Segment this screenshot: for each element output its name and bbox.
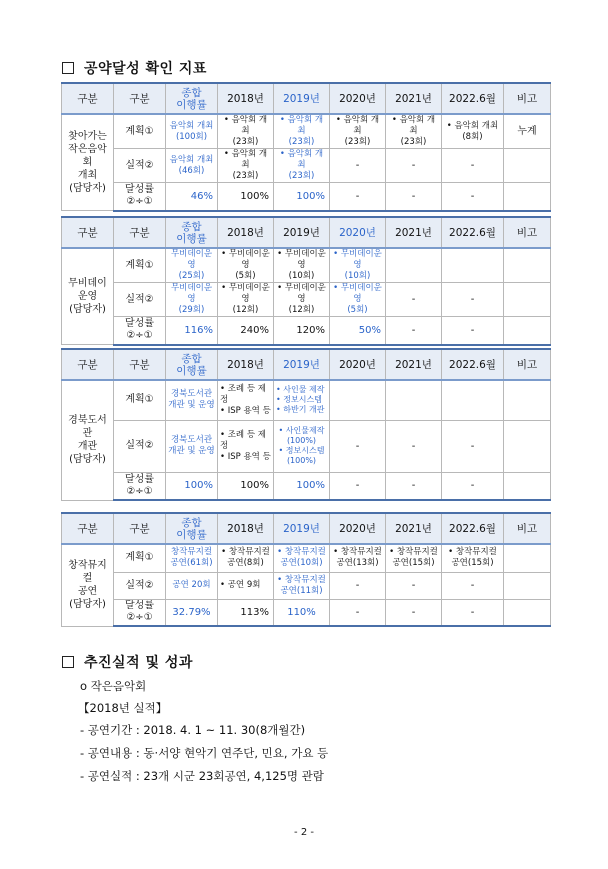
plan-2022: • 창작뮤지컬 공연(15회) (442, 544, 504, 572)
section-title-results: 추진실적 및 성과 (62, 652, 193, 672)
header-category: 구분 (62, 83, 114, 114)
overall-rate: 100% (166, 472, 218, 500)
actual-2020: - (330, 149, 386, 183)
plan-2020: • 무비데이운영 (10회) (330, 248, 386, 283)
plan-note (504, 380, 551, 420)
row-label-rate: 달성률 ②÷① (114, 599, 166, 626)
plan-2020: • 창작뮤지컬 공연(13회) (330, 544, 386, 572)
overall-actual: 경북도서관 개관 및 운영 (166, 420, 218, 472)
rate-2020: 50% (330, 317, 386, 345)
bullet-period: - 공연기간 : 2018. 4. 1 ~ 11. 30(8개월간) (80, 723, 306, 737)
header-2020: 2020년 (330, 349, 386, 380)
overall-plan: 경북도서관 개관 및 운영 (166, 380, 218, 420)
header-category: 구분 (62, 513, 114, 544)
square-bullet-icon (62, 656, 74, 668)
rate-2018: 113% (218, 599, 274, 626)
bullet-performance: - 공연실적 : 23개 시군 23회공연, 4,125명 관람 (80, 769, 324, 783)
actual-2022: - (442, 572, 504, 599)
header-category-sub: 구분 (114, 349, 166, 380)
header-overall-rate: 종합 이행률 (166, 217, 218, 248)
actual-2018: • 조례 등 제정 • ISP 용역 등 (218, 420, 274, 472)
row-label-plan: 계획① (114, 380, 166, 420)
actual-2020: • 무비데이운영 (5회) (330, 283, 386, 317)
header-2021: 2021년 (386, 349, 442, 380)
plan-note (504, 248, 551, 283)
rate-2018: 240% (218, 317, 274, 345)
header-2020: 2020년 (330, 217, 386, 248)
rate-2021: - (386, 472, 442, 500)
header-note: 비고 (504, 349, 551, 380)
row-label-rate: 달성률 ②÷① (114, 183, 166, 211)
plan-2018: • 음악회 개최 (23회) (218, 114, 274, 149)
header-2018: 2018년 (218, 513, 274, 544)
overall-actual: 음악회 개최 (46회) (166, 149, 218, 183)
rate-2018: 100% (218, 183, 274, 211)
square-bullet-icon (62, 62, 74, 74)
rate-2020: - (330, 183, 386, 211)
row-label-rate: 달성률 ②÷① (114, 317, 166, 345)
actual-2019: • 음악회 개최 (23회) (274, 149, 330, 183)
plan-2018: • 무비데이운영 (5회) (218, 248, 274, 283)
row-label-plan: 계획① (114, 544, 166, 572)
header-2020: 2020년 (330, 83, 386, 114)
rate-2020: - (330, 599, 386, 626)
actual-2020: - (330, 420, 386, 472)
sub-item-small-concert: o 작은음악회 (80, 679, 147, 693)
header-note: 비고 (504, 513, 551, 544)
plan-2022 (442, 380, 504, 420)
overall-rate: 116% (166, 317, 218, 345)
section-title-kpi: 공약달성 확인 지표 (62, 58, 207, 78)
rate-2022: - (442, 317, 504, 345)
overall-rate: 32.79% (166, 599, 218, 626)
plan-2021 (386, 248, 442, 283)
actual-2021: - (386, 149, 442, 183)
project-name: 찾아가는 작은음악회 개최 (담당자) (62, 114, 114, 211)
overall-plan: 창작뮤지컬 공연(61회) (166, 544, 218, 572)
header-2022-june: 2022.6월 (442, 513, 504, 544)
overall-rate: 46% (166, 183, 218, 211)
actual-2018: • 음악회 개최 (23회) (218, 149, 274, 183)
header-category-sub: 구분 (114, 83, 166, 114)
header-2022-june: 2022.6월 (442, 83, 504, 114)
plan-note (504, 544, 551, 572)
plan-2021: • 창작뮤지컬 공연(15회) (386, 544, 442, 572)
rate-2021: - (386, 599, 442, 626)
header-note: 비고 (504, 217, 551, 248)
plan-2019: • 창작뮤지컬 공연(10회) (274, 544, 330, 572)
rate-note (504, 183, 551, 211)
actual-2022: - (442, 149, 504, 183)
header-note: 비고 (504, 83, 551, 114)
rate-note (504, 599, 551, 626)
plan-2022: • 음악회 개최 (8회) (442, 114, 504, 149)
row-label-actual: 실적② (114, 283, 166, 317)
actual-2020: - (330, 572, 386, 599)
rate-note (504, 317, 551, 345)
row-label-rate: 달성률 ②÷① (114, 472, 166, 500)
actual-note (504, 283, 551, 317)
actual-note (504, 572, 551, 599)
plan-2021: • 음악회 개최 (23회) (386, 114, 442, 149)
actual-2018: • 무비데이운영 (12회) (218, 283, 274, 317)
actual-2019: • 무비데이운영 (12회) (274, 283, 330, 317)
rate-2022: - (442, 183, 504, 211)
header-overall-rate: 종합 이행률 (166, 83, 218, 114)
overall-actual: 무비데이운영 (29회) (166, 283, 218, 317)
plan-2021 (386, 380, 442, 420)
row-label-actual: 실적② (114, 149, 166, 183)
header-category-sub: 구분 (114, 513, 166, 544)
overall-plan: 음악회 개최 (100회) (166, 114, 218, 149)
kpi-table-library (61, 348, 551, 501)
plan-2020 (330, 380, 386, 420)
actual-2022: - (442, 283, 504, 317)
rate-2019: 100% (274, 472, 330, 500)
plan-2020: • 음악회 개최 (23회) (330, 114, 386, 149)
actual-note (504, 420, 551, 472)
actual-2021: - (386, 283, 442, 317)
rate-2019: 110% (274, 599, 330, 626)
actual-2019: • 창작뮤지컬 공연(11회) (274, 572, 330, 599)
row-label-actual: 실적② (114, 572, 166, 599)
project-name: 창작뮤지컬 공연 (담당자) (62, 544, 114, 626)
header-2018: 2018년 (218, 349, 274, 380)
project-name: 무비데이 운영 (담당자) (62, 248, 114, 345)
rate-2019: 100% (274, 183, 330, 211)
plan-2019: • 무비데이운영 (10회) (274, 248, 330, 283)
overall-plan: 무비데이운영 (25회) (166, 248, 218, 283)
plan-2019: • 사인물 제작 • 정보시스템 • 하반기 개관 (274, 380, 330, 420)
actual-2021: - (386, 420, 442, 472)
page-number: - 2 - (294, 827, 314, 838)
row-label-actual: 실적② (114, 420, 166, 472)
header-2019: 2019년 (274, 349, 330, 380)
actual-2021: - (386, 572, 442, 599)
plan-2018: • 조례 등 제정 • ISP 용역 등 (218, 380, 274, 420)
header-2018: 2018년 (218, 217, 274, 248)
rate-note (504, 472, 551, 500)
header-2022-june: 2022.6월 (442, 217, 504, 248)
actual-2022: - (442, 420, 504, 472)
header-2018: 2018년 (218, 83, 274, 114)
plan-note: 누계 (504, 114, 551, 149)
project-name: 경북도서관 개관 (담당자) (62, 380, 114, 500)
row-label-plan: 계획① (114, 248, 166, 283)
rate-2021: - (386, 183, 442, 211)
rate-2021: - (386, 317, 442, 345)
header-category: 구분 (62, 349, 114, 380)
plan-2019: • 음악회 개최 (23회) (274, 114, 330, 149)
header-2022-june: 2022.6월 (442, 349, 504, 380)
overall-actual: 공연 20회 (166, 572, 218, 599)
header-2021: 2021년 (386, 217, 442, 248)
header-2021: 2021년 (386, 513, 442, 544)
rate-2022: - (442, 599, 504, 626)
header-2019: 2019년 (274, 83, 330, 114)
row-label-plan: 계획① (114, 114, 166, 149)
actual-note (504, 149, 551, 183)
plan-2022 (442, 248, 504, 283)
header-2019: 2019년 (274, 513, 330, 544)
year-label: 【2018년 실적】 (78, 701, 168, 715)
rate-2018: 100% (218, 472, 274, 500)
header-category: 구분 (62, 217, 114, 248)
header-overall-rate: 종합 이행률 (166, 349, 218, 380)
header-category-sub: 구분 (114, 217, 166, 248)
bullet-content: - 공연내용 : 동·서양 현악기 연주단, 민요, 가요 등 (80, 746, 329, 760)
header-2020: 2020년 (330, 513, 386, 544)
plan-2018: • 창작뮤지컬 공연(8회) (218, 544, 274, 572)
rate-2020: - (330, 472, 386, 500)
actual-2019: • 사인물제작 (100%) • 정보시스템 (100%) (274, 420, 330, 472)
header-2021: 2021년 (386, 83, 442, 114)
rate-2022: - (442, 472, 504, 500)
kpi-table-movie-day (61, 216, 551, 346)
header-overall-rate: 종합 이행률 (166, 513, 218, 544)
actual-2018: • 공연 9회 (218, 572, 274, 599)
kpi-table-musical (61, 512, 551, 627)
rate-2019: 120% (274, 317, 330, 345)
kpi-table-small-concert (61, 82, 551, 212)
header-2019: 2019년 (274, 217, 330, 248)
